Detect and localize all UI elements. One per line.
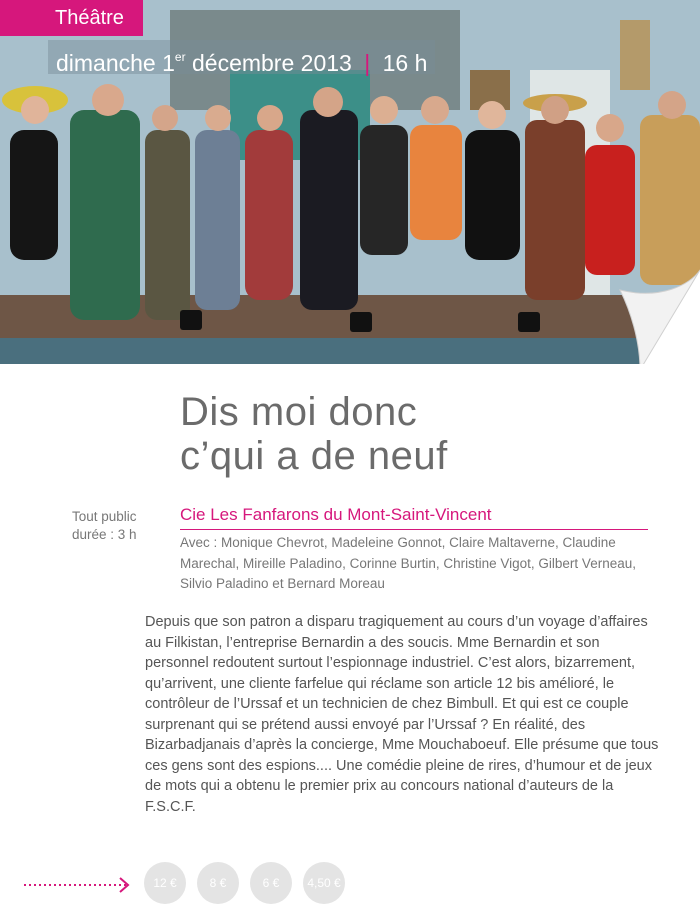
date-separator: | — [364, 50, 371, 76]
audience-info — [72, 508, 172, 544]
duration-label: durée : 3 h — [72, 527, 137, 542]
show-title-line-1: Dis moi donc — [180, 390, 418, 434]
date-day: dimanche 1 — [56, 50, 175, 76]
show-title — [180, 390, 660, 478]
price-special: 4,50 € — [303, 862, 345, 904]
price-full: 12 € — [144, 862, 186, 904]
cast-list: Avec : Monique Chevrot, Madeleine Gonnot, Claire Maltaverne, Claudine Marechal, Mireille Paladino, Corinne Burtin, Christine Vigot, Gilbert Verneau, Silvio Paladino et Bernard Moreau — [180, 535, 636, 591]
hero-photo — [0, 0, 700, 364]
show-description: Depuis que son patron a disparu tragiquement au cours d’un voyage d’affaires au Filkistan, l’entreprise Bernardin a des soucis. Mme Bernardin et son personnel redoutent surtout l’espionnage industriel. C’est alors, bizarrement, qu’arrivent, une cliente farfelue qui réclame son article 12 bis amélioré, le contrôleur de l’Urssaf et un technicien de chez Bimbull. Et qui est ce couple surprenant qui se prétend aussi envoyé par l’Urssaf ? En réalité, des Bizarbadjanais d’après la concierge, Mme Mouchaboeuf. Elle présume que tous ces gens sont des espions.... Une comédie pleine de rires, d’humour et de jeux de mots qui a obtenu le premier prix au concours national d’auteurs de la F.S.C.F. — [145, 614, 659, 815]
company-name: Cie Les Fanfarons du Mont-Saint-Vincent — [180, 505, 648, 530]
show-title-line-2: c’qui a de neuf — [180, 434, 448, 478]
dotted-arrow-right-icon — [24, 875, 136, 895]
audience-label: Tout public — [72, 509, 137, 524]
price-child: 6 € — [250, 862, 292, 904]
date-banner — [48, 40, 435, 74]
date-month-year: décembre 2013 — [191, 50, 352, 76]
date-ordinal: er — [174, 50, 186, 64]
price-reduced: 8 € — [197, 862, 239, 904]
category-tag: Théâtre — [0, 0, 143, 36]
show-time: 16 h — [382, 50, 428, 76]
